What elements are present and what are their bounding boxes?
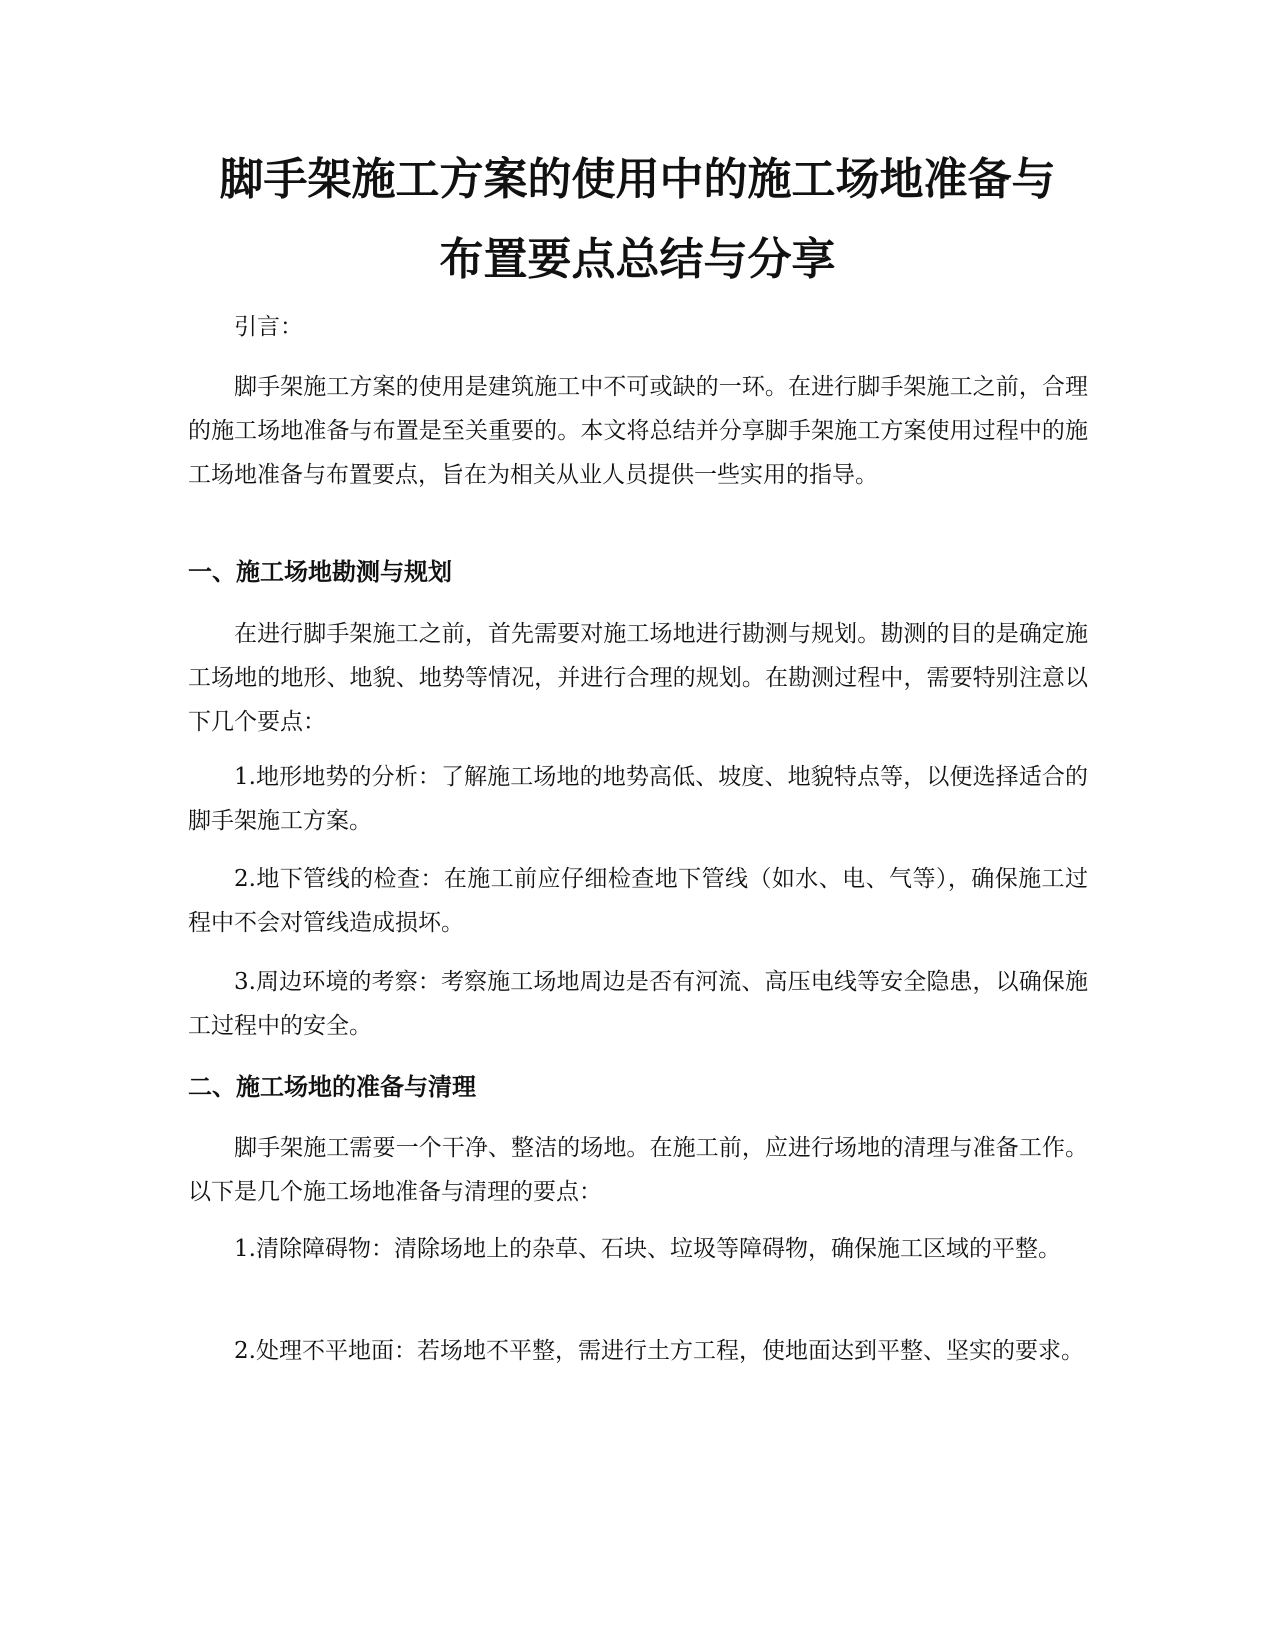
title-line-2: 布置要点总结与分享 bbox=[439, 234, 836, 285]
section-2-item-1: 1.清除障碍物：清除场地上的杂草、石块、垃圾等障碍物，确保施工区域的平整。 bbox=[234, 1236, 1061, 1262]
section-2-intro: 脚手架施工需要一个干净、整洁的场地。在施工前，应进行场地的清理与准备工作。以下是几个施工场地准备与清理的要点： bbox=[188, 1135, 1088, 1205]
section-2-heading: 二、施工场地的准备与清理 bbox=[188, 1073, 476, 1101]
section-1-intro: 在进行脚手架施工之前，首先需要对施工场地进行勘测与规划。勘测的目的是确定施工场地的地形、地貌、地势等情况，并进行合理的规划。在勘测过程中，需要特别注意以下几个要点： bbox=[188, 621, 1088, 735]
intro-label: 引言： bbox=[234, 314, 303, 340]
section-1-item-3: 3.周边环境的考察：考察施工场地周边是否有河流、高压电线等安全隐患，以确保施工过程中的安全。 bbox=[188, 969, 1088, 1039]
document-title bbox=[160, 140, 1115, 300]
section-1-item-2: 2.地下管线的检查：在施工前应仔细检查地下管线（如水、电、气等），确保施工过程中不会对管线造成损坏。 bbox=[188, 866, 1088, 936]
section-2-item-2: 2.处理不平地面：若场地不平整，需进行土方工程，使地面达到平整、坚实的要求。 bbox=[234, 1338, 1084, 1364]
section-1-heading: 一、施工场地勘测与规划 bbox=[188, 558, 452, 586]
title-line-1: 脚手架施工方案的使用中的施工场地准备与 bbox=[219, 154, 1056, 205]
intro-paragraph: 脚手架施工方案的使用是建筑施工中不可或缺的一环。在进行脚手架施工之前，合理的施工场地准备与布置是至关重要的。本文将总结并分享脚手架施工方案使用过程中的施工场地准备与布置要点，旨在为相关从业人员提供一些实用的指导。 bbox=[188, 374, 1088, 488]
section-1-item-1: 1.地形地势的分析：了解施工场地的地势高低、坡度、地貌特点等，以便选择适合的脚手架施工方案。 bbox=[188, 764, 1088, 834]
